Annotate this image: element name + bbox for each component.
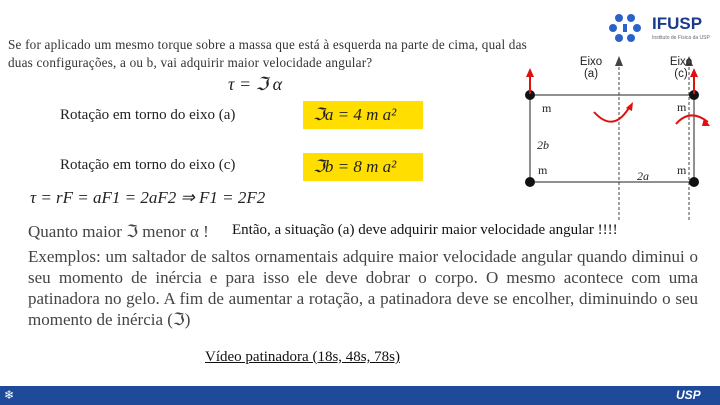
mass-label-left: m	[542, 101, 552, 115]
distance-2b: 2b	[537, 138, 549, 152]
mass-label-right: m	[677, 100, 687, 114]
distance-2a: 2a	[637, 169, 649, 183]
mass-bottom-left	[525, 177, 535, 187]
row-a-equation: ℑa = 4 m a²	[303, 101, 423, 129]
footer-bar	[0, 386, 720, 405]
force-arrow-1-head	[526, 68, 534, 77]
mass-label-bottom-right: m	[677, 163, 687, 177]
ifusp-logo-icon	[605, 8, 649, 48]
entao-text: Então, a situação (a) deve adquirir maior velocidade angular !!!!	[232, 222, 618, 238]
axis-a-arrow	[615, 56, 623, 66]
mass-label-bottom-left: m	[538, 163, 548, 177]
question-text: Se for aplicado um mesmo torque sobre a massa que está à esquerda na parte de cima, qual das duas configurações, a ou b, vai adquirir maior velocidade angular?	[8, 37, 527, 70]
video-link[interactable]: Vídeo patinadora (18s, 48s, 78s)	[205, 349, 400, 365]
row-a-label: Rotação em torno do eixo (a)	[60, 107, 236, 123]
snowflake-icon: ❄	[4, 388, 15, 402]
quanto-text: Quanto maior ℑ menor α !	[28, 222, 209, 241]
examples-paragraph: Exemplos: um saltador de saltos ornamentais adquire maior velocidade angular quando diminui o seu momento de inércia e para isso ele deve dobrar o corpo. O mesmo acontece com uma patinadora no gelo. A fim de aumentar a rotação, a patinadora deve se encolher, diminuindo o seu momento de inércia (ℑ)	[28, 247, 698, 329]
axis-c-label: Eixo (c)	[669, 56, 693, 80]
row-c-equation: ℑb = 8 m a²	[303, 153, 423, 181]
axis-a-label: Eixo (a)	[579, 56, 603, 80]
logo-name: IFUSP	[652, 14, 703, 33]
mass-bottom-right	[689, 177, 699, 187]
rotation-arrow-a	[594, 106, 630, 122]
tau-equation: τ = ℑ α	[228, 74, 283, 94]
torque-equation: τ = rF = aF1 = 2aF2 ⇒ F1 = 2F2	[30, 188, 266, 207]
usp-logo: USP	[676, 388, 701, 402]
row-c-label: Rotação em torno do eixo (c)	[60, 157, 236, 173]
logo-subtitle: Instituto de Física da USP	[652, 35, 710, 41]
